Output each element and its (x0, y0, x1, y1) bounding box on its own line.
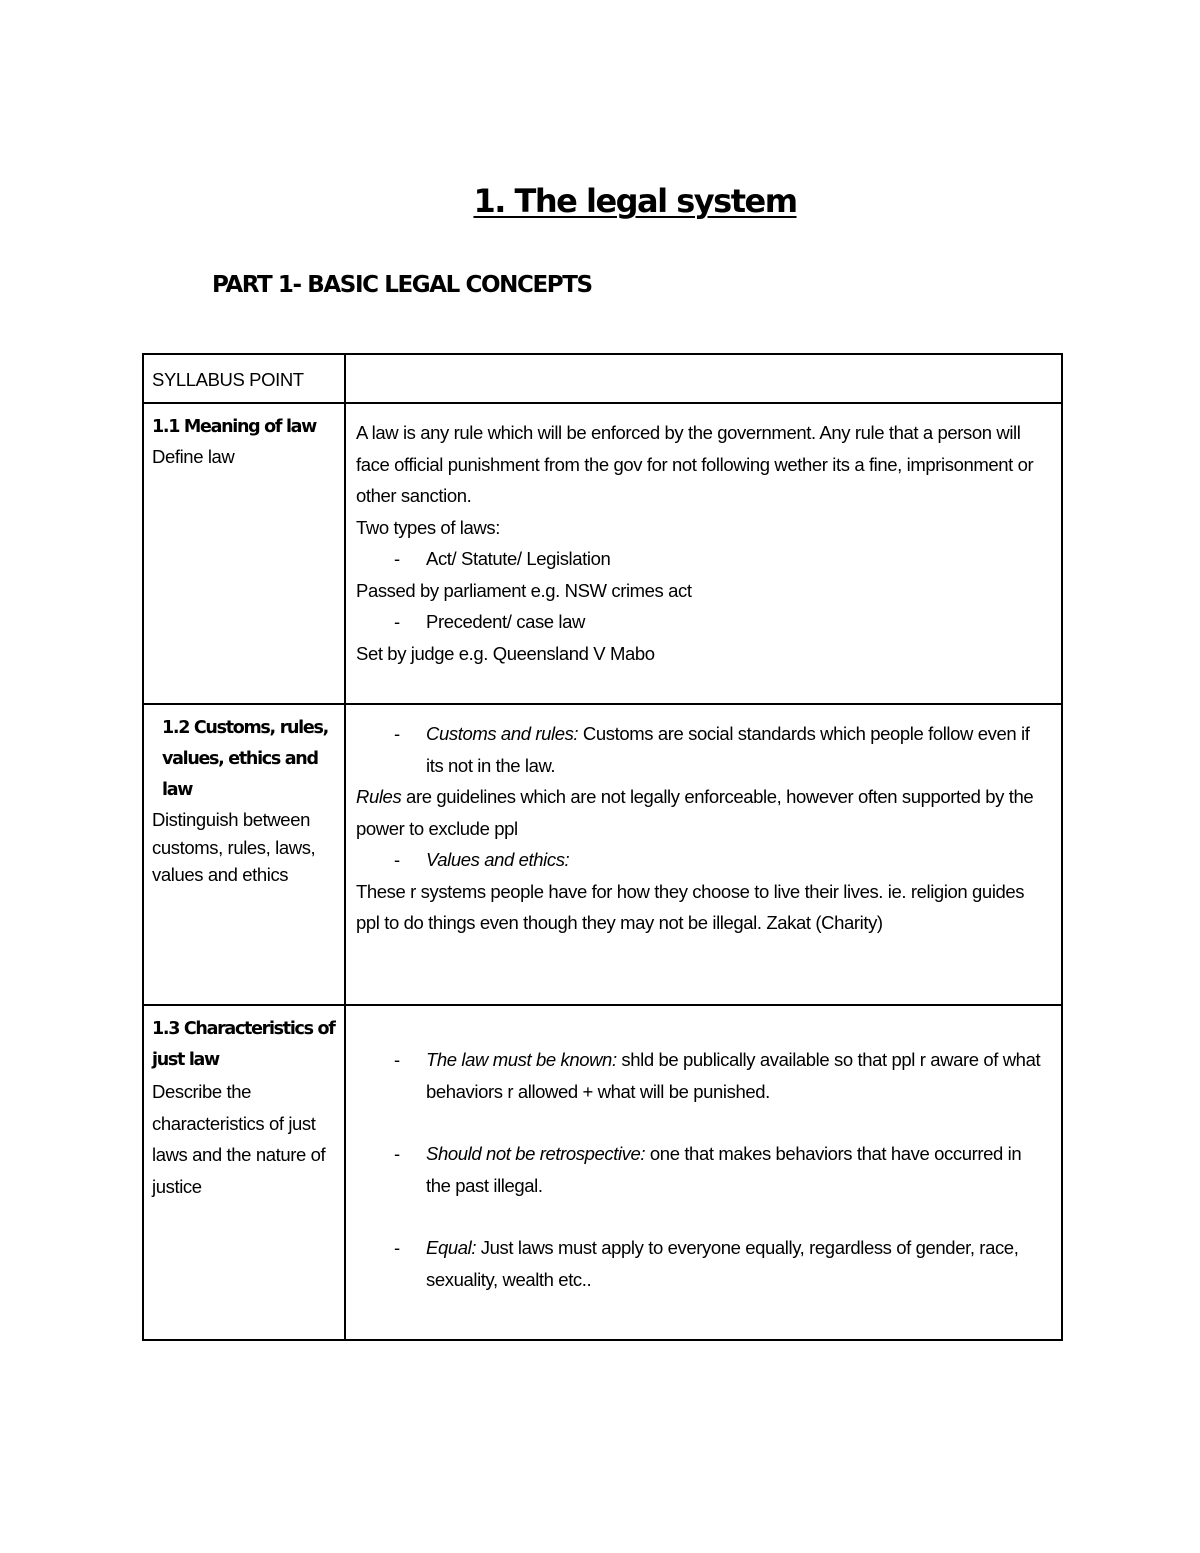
list-item-label: Should not be retrospective: (426, 1143, 646, 1164)
bullet-marker: - (394, 723, 400, 744)
content-paragraph (356, 781, 1047, 844)
rules-text: are guidelines which are not legally enforceable, however often supported by the power to exclude ppl (356, 786, 1034, 839)
content-paragraph: A law is any rule which will be enforced by the government. Any rule that a person will face official punishment from the gov for not following wether its a fine, imprisonment or other sanction. (356, 422, 1034, 506)
rules-label: Rules (356, 786, 402, 807)
header-cell-blank (345, 354, 1062, 403)
content-paragraph: These r systems people have for how they choose to live their lives. ie. religion guides ppl to do things even though they may not be illegal. Zakat (Charity) (356, 880, 1025, 933)
list-item (356, 1044, 1047, 1107)
topic-description: Distinguish between customs, rules, laws, values and ethics (152, 809, 316, 885)
table-row (143, 1005, 1062, 1340)
list-item-text: one that makes behaviors that have occurred in the past illegal. (426, 1143, 1022, 1196)
syllabus-point-cell (143, 403, 345, 704)
list-item (356, 543, 1047, 575)
list-item-label: The law must be known: (426, 1049, 617, 1070)
list-item-label: Customs and rules: (426, 723, 579, 744)
bullet-marker: - (394, 849, 400, 870)
bullet-marker: - (394, 548, 400, 569)
topic-description: Define law (152, 446, 235, 467)
table-row (143, 403, 1062, 704)
topic-heading: 1.3 Characteristics of just law (152, 1019, 335, 1070)
content-cell (345, 704, 1062, 1005)
list-item (356, 844, 1047, 876)
list-item-text: Customs are social standards which people follow even if its not in the law. (426, 723, 1030, 776)
bullet-marker: - (394, 611, 400, 632)
part-heading: PART 1- BASIC LEGAL CONCEPTS (212, 272, 592, 298)
bullet-marker: - (394, 1143, 400, 1164)
syllabus-point-cell (143, 704, 345, 1005)
table-header-row (143, 354, 1062, 403)
table-row (143, 704, 1062, 1005)
topic-heading: 1.1 Meaning of law (152, 417, 317, 437)
list-item-text: Just laws must apply to everyone equally, regardless of gender, race, sexuality, wealth etc.. (426, 1237, 1019, 1290)
list-item-text: shld be publically available so that ppl r aware of what behaviors r allowed + what will be punished. (426, 1049, 1041, 1102)
list-item (356, 606, 1047, 638)
topic-heading: 1.2 Customs, rules, values, ethics and law (162, 718, 328, 800)
header-cell-syllabus-point: SYLLABUS POINT (143, 354, 345, 403)
topic-description: Describe the characteristics of just laws and the nature of justice (152, 1081, 326, 1197)
content-paragraph: Passed by parliament e.g. NSW crimes act (356, 579, 692, 601)
syllabus-point-cell (143, 1005, 345, 1340)
list-item-label: Values and ethics: (426, 849, 570, 870)
bullet-marker: - (394, 1049, 400, 1070)
syllabus-table (142, 353, 1063, 1341)
content-paragraph: Two types of laws: (356, 516, 500, 538)
list-item (356, 718, 1047, 781)
list-item-text: Act/ Statute/ Legislation (426, 548, 611, 569)
page-title: 1. The legal system (473, 182, 797, 220)
list-item-label: Equal: (426, 1237, 477, 1258)
bullet-marker: - (394, 1237, 400, 1258)
content-paragraph: Set by judge e.g. Queensland V Mabo (356, 642, 655, 664)
list-item (356, 1138, 1047, 1201)
content-cell (345, 1005, 1062, 1340)
list-item-text: Precedent/ case law (426, 611, 585, 632)
content-cell (345, 403, 1062, 704)
list-item (356, 1232, 1047, 1295)
